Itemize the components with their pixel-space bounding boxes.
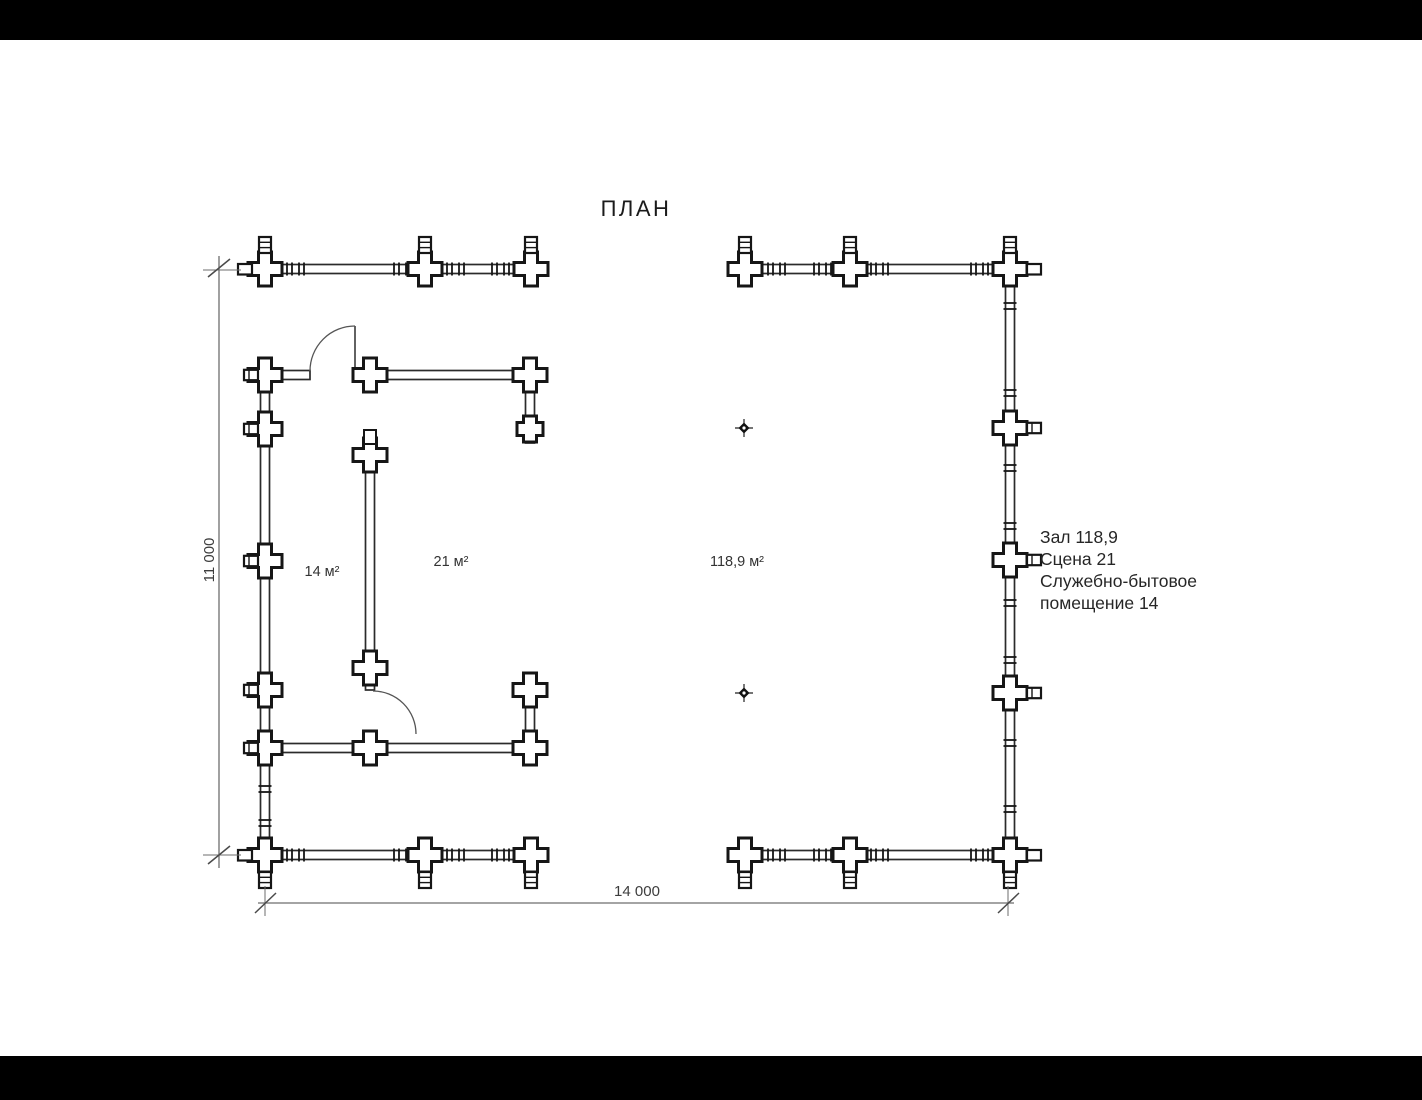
- room-label-14: 14 м²: [304, 564, 340, 580]
- letterbox-bottom: [0, 1056, 1422, 1100]
- legend-line-hall: Зал 118,9: [1040, 527, 1118, 547]
- letterbox-top: [0, 0, 1422, 40]
- legend-line-service-1: Служебно-бытовое: [1040, 571, 1198, 591]
- room-label-hall: 118,9 м²: [709, 554, 765, 570]
- legend-line-service-2: помещение 14: [1040, 593, 1159, 613]
- plan-title: ПЛАН: [600, 196, 672, 221]
- dim-height-label: 11 000: [201, 537, 218, 583]
- room-label-21: 21 м²: [433, 554, 469, 570]
- legend-line-stage: Сцена 21: [1040, 549, 1116, 569]
- dim-width-label: 14 000: [614, 883, 660, 900]
